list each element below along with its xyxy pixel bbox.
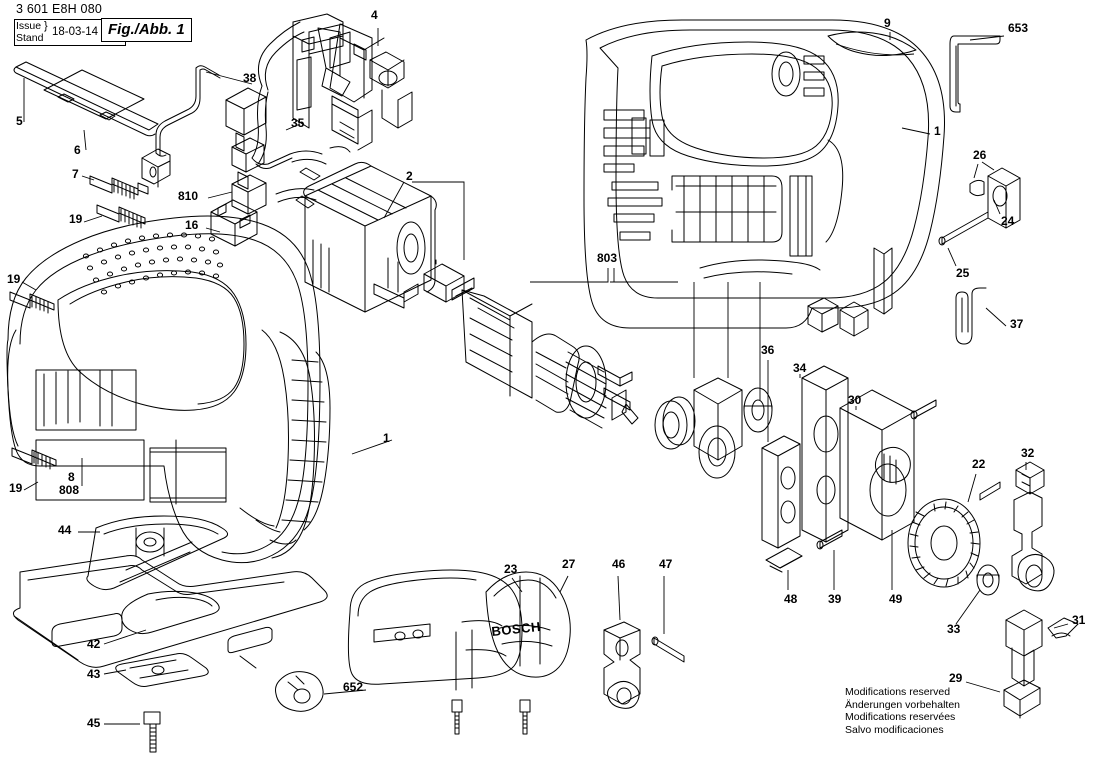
callout-48: 48: [784, 592, 798, 606]
part-pin-32: [1016, 462, 1044, 494]
part-hex-key-653: [950, 36, 1000, 112]
callout-47: 47: [659, 557, 673, 571]
callout-25: 25: [956, 266, 970, 280]
part-bearing-ring: [655, 397, 695, 449]
callout-803: 803: [597, 251, 618, 265]
part-base-plate-42: [13, 556, 327, 669]
part-wire-clip-38: [156, 66, 220, 156]
callout-22: 22: [972, 457, 986, 471]
callout-24: 24: [1001, 214, 1015, 228]
issue-brace: }: [44, 20, 48, 32]
callout-44: 44: [58, 523, 72, 537]
callout-26: 26: [973, 148, 987, 162]
part-key-48: [766, 548, 802, 572]
part-bracket-31: [1004, 492, 1078, 718]
part-screw-19-mid: [10, 292, 54, 313]
part-housing-right-1: [584, 20, 945, 336]
callout-653: 653: [1008, 21, 1029, 35]
part-rip-fence-rod: [14, 62, 158, 136]
part-pin-30b: [911, 400, 936, 419]
callout-652: 652: [343, 680, 364, 694]
part-housing-left-1: [7, 216, 330, 563]
issue-label-de: Stand: [16, 31, 44, 44]
leader-lines: [22, 28, 1068, 724]
callout-23: 23: [504, 562, 518, 576]
callout-16: 16: [185, 218, 199, 232]
legal-line-en: Modifications reserved: [845, 686, 951, 698]
callout-38: 38: [243, 71, 257, 85]
part-cam-652: [276, 672, 324, 712]
callout-33: 33: [947, 622, 961, 636]
callout-8: 8: [68, 470, 75, 484]
callout-19-upper: 19: [69, 212, 83, 226]
legal-line-fr: Modifications reservées: [845, 711, 956, 724]
part-number: 3 601 E8H 080: [16, 2, 102, 16]
callout-4: 4: [371, 8, 378, 22]
brand-logo-text: BOSCH: [490, 618, 542, 639]
part-pin-22b: [980, 482, 1000, 500]
callout-34: 34: [793, 361, 807, 375]
part-screw-vertical-a: [452, 700, 462, 734]
part-flange-36: [694, 378, 742, 478]
legal-line-es: Salvo modificaciones: [845, 723, 944, 736]
issue-date: 18-03-14: [52, 26, 99, 38]
part-link-plate-36: [762, 436, 800, 548]
brand-logo: [491, 619, 542, 639]
part-pin-47: [652, 637, 684, 662]
callout-5: 5: [16, 114, 23, 128]
part-roller-33: [977, 565, 999, 595]
callout-32: 32: [1021, 446, 1035, 460]
part-switch-block-810: [226, 88, 266, 214]
callout-29: 29: [949, 671, 963, 685]
part-eccentric-24: [939, 168, 1020, 245]
callout-1-right: 1: [934, 124, 941, 138]
part-switch-assembly-4: [293, 14, 412, 150]
part-spring-wire-37: [956, 288, 986, 344]
callout-43: 43: [87, 667, 101, 681]
callout-1-left: 1: [383, 431, 390, 445]
part-screw-45: [144, 712, 160, 752]
callout-6: 6: [74, 143, 81, 157]
callout-19-lower: 19: [9, 481, 23, 495]
part-slide-shoe-44: [87, 516, 228, 590]
callout-810: 810: [178, 189, 199, 203]
part-screw-7: [90, 176, 148, 199]
callout-7: 7: [72, 167, 79, 181]
callout-37: 37: [1010, 317, 1024, 331]
part-screw-19-upper: [97, 205, 145, 228]
callout-27: 27: [562, 557, 576, 571]
callout-39: 39: [828, 592, 842, 606]
legal-line-de: Änderungen vorbehalten: [845, 698, 961, 711]
part-armature-803: [424, 260, 638, 428]
part-screw-vertical-b: [520, 700, 530, 734]
figure-label: Fig./Abb. 1: [101, 18, 192, 42]
callout-30: 30: [848, 393, 862, 407]
part-lever-46: [604, 622, 640, 708]
callout-36: 36: [761, 343, 775, 357]
callout-42: 42: [87, 637, 101, 651]
callout-46: 46: [612, 557, 626, 571]
callout-49: 49: [889, 592, 903, 606]
vent-dots: [83, 233, 222, 294]
callout-2: 2: [406, 169, 413, 183]
callout-31: 31: [1072, 613, 1086, 627]
callout-35: 35: [291, 116, 305, 130]
part-plate-30: [840, 390, 914, 540]
issue-label-en: Issue: [16, 20, 42, 32]
part-stator-2: [304, 162, 437, 312]
part-plate-34: [802, 366, 848, 542]
callout-808: 808: [59, 483, 80, 497]
part-gear-22: [908, 499, 980, 587]
callout-9: 9: [884, 16, 891, 30]
callout-45: 45: [87, 716, 101, 730]
callout-19-mid: 19: [7, 272, 21, 286]
part-cable-harness-35: [252, 22, 350, 208]
